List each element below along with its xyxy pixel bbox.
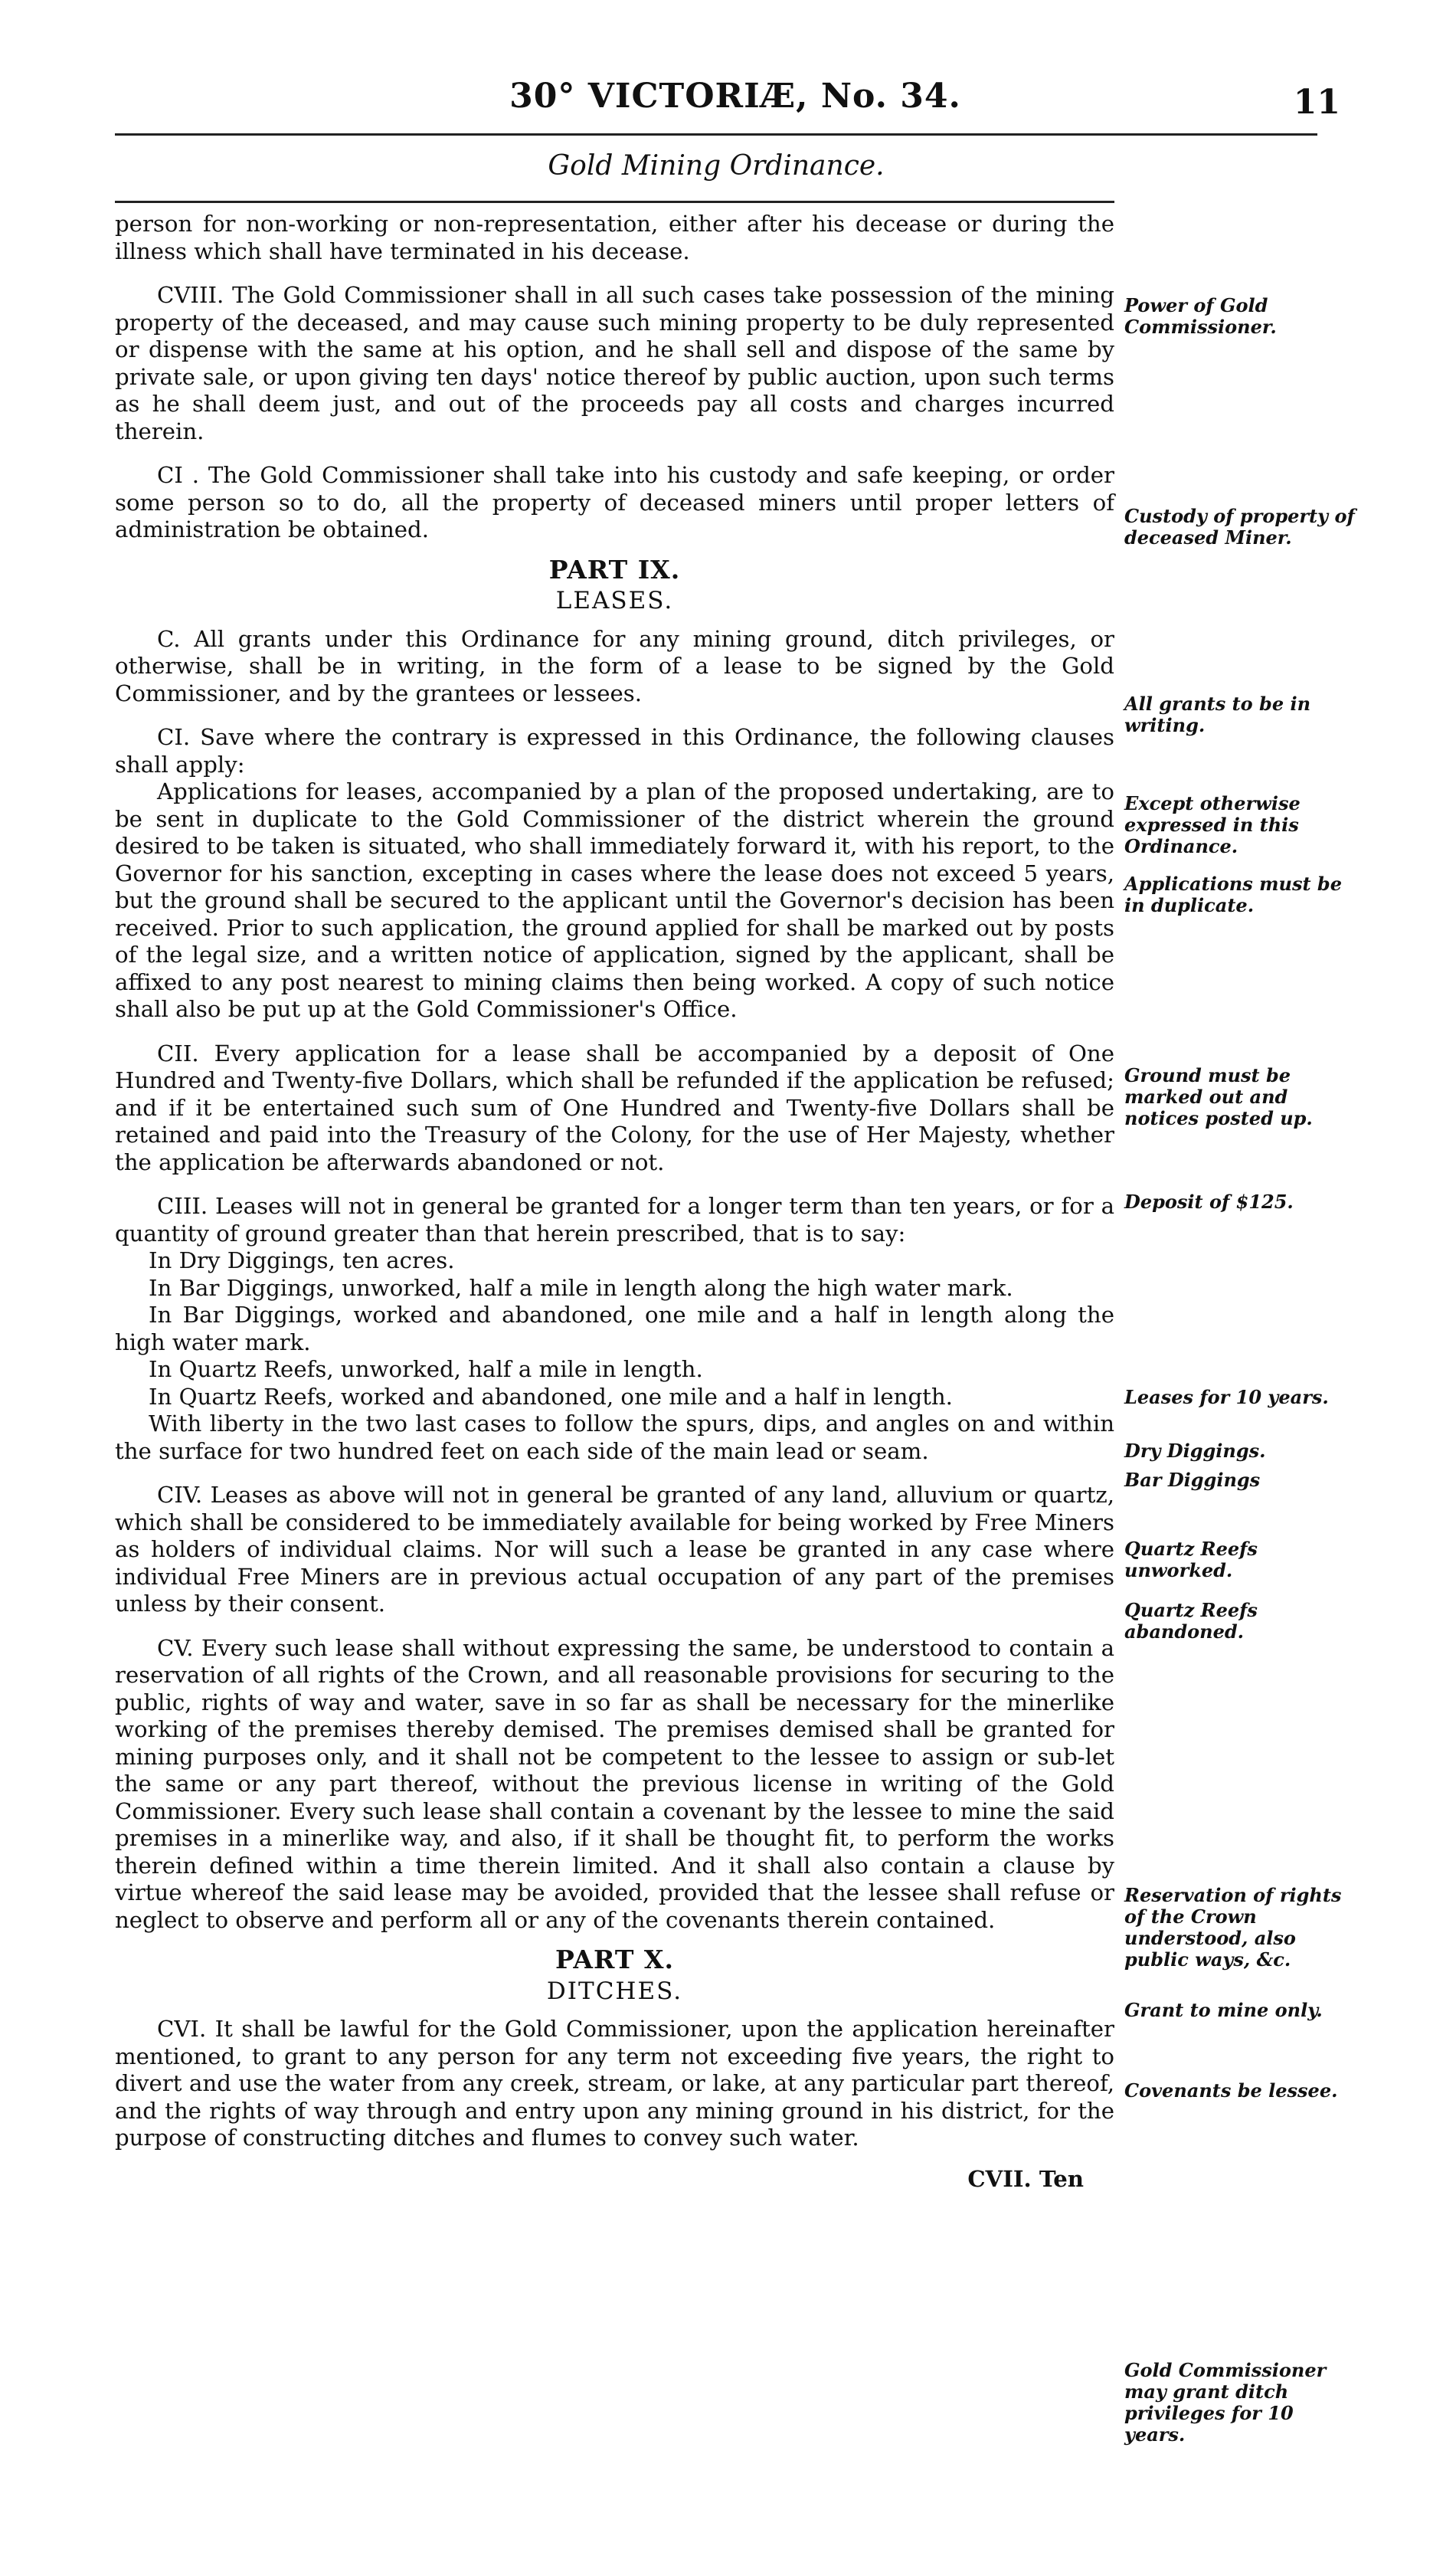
section-civ: CIV. Leases as above will not in general be granted of any land, alluvium or quartz, which shall be considered to be immediately available for being worked by Free Miners as holders of individual claims. Nor will such a lease be granted in any case where individual Free Miners are in previous actual occupation of any part of the premises unless by their consent. [115, 1482, 1114, 1617]
section-ci-custody: CI . The Gold Commissioner shall take into his custody and safe keeping, or order some person so to do, all the property of deceased miners until proper letters of administration be obtained. [115, 462, 1114, 542]
section-ciii: CIII. Leases will not in general be granted for a longer term than ten years, or for a quantity of ground greater than that herein prescribed, that is to say: [115, 1193, 1114, 1247]
margin-note: Applications must be in duplicate. [1124, 873, 1342, 916]
section-cvi: CVI. It shall be lawful for the Gold Commissioner, upon the application hereinafter mentioned, to grant to any person for any term not exceeding five years, the right to divert and use the water from any creek, stream, or lake, at any particular part thereof, and the rights of way through and entry upon any mining ground in his district, for the purpose of constructing ditches and flumes to convey such water. [115, 2016, 1114, 2151]
margin-note: Power of Gold Commissioner. [1124, 294, 1277, 338]
list-item: With liberty in the two last cases to follow the spurs, dips, and angles on and within the surface for two hundred feet on each side of the main lead or seam. [115, 1411, 1114, 1464]
section-cviii: CVIII. The Gold Commissioner shall in all such cases take possession of the mining property of the deceased, and may cause such mining property to be duly represented or dispense with the same at his option, and he shall sell and dispose of the same by private sale, or upon giving ten days' notice thereof by public auction, upon such terms as he shall deem just, and out of the proceeds pay all costs and charges incurred therein. [115, 282, 1114, 444]
margin-note: Quartz Reefs unworked. [1124, 1538, 1258, 1581]
margin-note: Dry Diggings. [1124, 1440, 1266, 1462]
section-c: C. All grants under this Ordinance for any mining ground, ditch privileges, or otherwise, shall be in writing, in the form of a lease to be signed by the Gold Commissioner, and by the grantees or lessees. [115, 625, 1114, 706]
margin-note: All grants to be in writing. [1124, 693, 1311, 736]
subtitle-rule [115, 201, 1114, 203]
margin-note: Leases for 10 years. [1124, 1386, 1329, 1408]
part-x-heading: PART X. [555, 1945, 674, 1974]
header-rule [115, 133, 1317, 136]
margin-note: Except otherwise expressed in this Ordinance. [1124, 792, 1301, 857]
paragraph-continuation: person for non-working or non-representation, either after his decease or during the illness which shall have terminated in his decease. [115, 211, 1114, 264]
list-item: In Bar Diggings, worked and abandoned, one mile and a half in length along the high water mark. [115, 1302, 1114, 1355]
margin-note: Reservation of rights of the Crown understood, also public ways, &c. [1124, 1884, 1342, 1971]
section-cv: CV. Every such lease shall without expressing the same, be understood to contain a reservation of all rights of the Crown, and all reasonable provisions for securing to the public, rights of way and water, save in so far as shall be necessary for the minerlike working of the premises thereby demised. The premises demised shall be granted for mining purposes only, and it shall not be competent to the lessee to assign or sub-let the same or any part thereof, without the previous license in writing of the Gold Commissioner. Every such lease shall contain a covenant by the lessee to mine the said premises in a minerlike way, and also, if it shall be thought fit, to perform the works therein defined within a time therein limited. And it shall also contain a clause by virtue whereof the said lease may be avoided, provided that the lessee shall refuse or neglect to observe and perform all or any of the covenants therein contained. [115, 1634, 1114, 1933]
margin-note: Ground must be marked out and notices posted up. [1124, 1064, 1313, 1129]
margin-note: Bar Diggings [1124, 1469, 1261, 1491]
main-text-column [115, 211, 1114, 2193]
section-cii: CII. Every application for a lease shall be accompanied by a deposit of One Hundred and Twenty-five Dollars, which shall be refunded if the application be refused; and if it be entertained such sum of One Hundred and Twenty-five Dollars shall be retained and paid into the Treasury of the Colony, for the use of Her Majesty, whether the application be afterwards abandoned or not. [115, 1040, 1114, 1175]
ordinance-subtitle: Gold Mining Ordinance. [548, 150, 885, 182]
part-ix-heading: PART IX. [548, 554, 681, 585]
leases-heading: LEASES. [555, 587, 674, 614]
list-item: In Dry Diggings, ten acres. [149, 1247, 455, 1273]
ditches-heading: DITCHES. [546, 1977, 683, 2005]
list-item: In Quartz Reefs, unworked, half a mile in length. [149, 1356, 703, 1382]
running-header [115, 77, 1356, 182]
list-item: In Bar Diggings, unworked, half a mile in length along the high water mark. [149, 1274, 1013, 1301]
catchword: CVII. Ten [967, 2165, 1084, 2192]
section-ci-applications: Applications for leases, accompanied by a plan of the proposed undertaking, are to be sent in duplicate to the Gold Commissioner of the district wherein the ground desired to be taken is situated, who shall immediately forward it, with his report, to the Governor for his sanction, excepting in cases where the lease does not exceed 5 years, but the ground shall be secured to the applicant until the Governor's decision has been received. Prior to such application, the ground applied for shall be marked out by posts of the legal size, and a written notice of application, signed by the applicant, shall be affixed to any post nearest to mining claims then being worked. A copy of such notice shall also be put up at the Gold Commissioner's Office. [115, 778, 1114, 1022]
list-item: In Quartz Reefs, worked and abandoned, one mile and a half in length. [149, 1383, 953, 1410]
page-number: 11 [1293, 83, 1340, 122]
margin-note: Deposit of $125. [1124, 1191, 1294, 1213]
margin-note: Covenants be lessee. [1124, 2079, 1338, 2102]
margin-note: Gold Commissioner may grant ditch privileges for 10 years. [1124, 2359, 1327, 2446]
margin-note: Custody of property of deceased Miner. [1124, 505, 1355, 549]
act-title: 30° VICTORIÆ, No. 34. [509, 77, 961, 116]
section-ci: CI. Save where the contrary is expressed in this Ordinance, the following clauses shall apply: [115, 724, 1114, 778]
margin-note: Quartz Reefs abandoned. [1124, 1599, 1258, 1643]
margin-note: Grant to mine only. [1124, 1999, 1323, 2021]
